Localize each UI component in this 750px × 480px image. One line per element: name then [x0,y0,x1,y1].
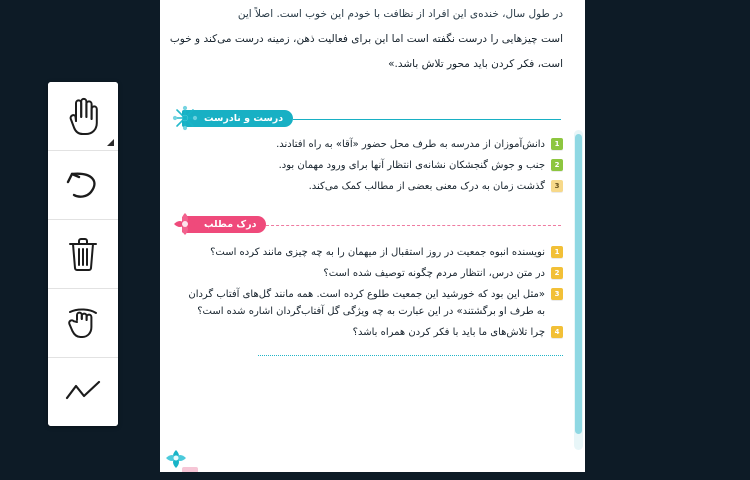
right-dark-backdrop [585,0,750,480]
list-item [182,244,563,261]
pink-flower-icon [170,209,200,239]
section-title-ribbon [182,110,293,127]
undo-arrow-icon [63,168,103,202]
section-rule [293,119,561,120]
hand-icon [65,95,101,137]
item-number: 3 [551,288,563,300]
hand-tool[interactable] [48,82,118,150]
page-vertical-scrollbar[interactable] [574,130,583,450]
trash-icon [66,235,100,273]
paragraph-line: در طول سال، خنده‌ی این افراد از نظافت با خودم این خوب است. اصلاً این [237,8,563,20]
list-item [182,265,563,282]
item-number: 1 [551,246,563,258]
comprehension-list [182,244,563,356]
dotted-answer-line [258,345,563,356]
item-text: «مثل این بود که خورشید این جمعیت طلوع کرده است. همه مانند گل‌های آفتاب گردان [188,289,545,300]
item-number: 2 [551,159,563,171]
paragraph-line: است چیزهایی را درست نگفته است اما این برای فعالیت ذهن، زمینه درست می‌کند و خوب [169,33,563,45]
item-text-continued: به طرف او برگشتند» در این عبارت به چه ویژگی گل آفتاب‌گردان اشاره شده است؟ [197,306,545,317]
scribble-line-icon [63,377,103,407]
undo-tool[interactable] [48,150,118,219]
paragraph-line: است، فکر کردن باید محور تلاش باشد.» [388,58,563,70]
list-item [182,136,563,153]
item-number: 2 [551,267,563,279]
bottom-dark-backdrop [0,472,750,480]
item-number: 3 [551,180,563,192]
item-text: گذشت زمان به درک معنی بعضی از مطالب کمک می‌کند. [308,181,545,192]
tools-panel [48,82,118,426]
eraser-hand-icon [64,304,102,342]
item-text-block [188,286,545,320]
section-comprehension [182,213,563,356]
item-text: نویسنده انبوه جمعیت در روز استقبال از میهمان را به چه چیزی مانند کرده است؟ [210,247,545,258]
document-page [160,0,585,480]
section-title: درست و نادرست [204,112,284,124]
item-text: دانش‌آموزان از مدرسه به طرف محل حضور «آقا» به راه افتادند. [276,139,545,150]
section-true-false [182,107,563,195]
pen-tool[interactable] [48,357,118,426]
list-item [182,286,563,320]
item-number: 4 [551,326,563,338]
item-number: 1 [551,138,563,150]
section-title-ribbon [182,216,266,233]
delete-tool[interactable] [48,219,118,288]
item-text: در متن درس، انتظار مردم چگونه توصیف شده است؟ [323,268,545,279]
item-text: چرا تلاش‌های ما باید با فکر کردن همراه باشد؟ [352,327,545,338]
section-title: درک مطلب [204,218,257,230]
snowflake-flower-icon [170,103,200,133]
item-text: جنب و جوش گنجشکان نشانه‌ی انتظار آنها برای ورود مهمان بود. [278,160,545,171]
scrollbar-thumb[interactable] [575,134,582,434]
list-item [182,157,563,174]
list-item [182,324,563,341]
true-false-list [182,136,563,195]
paragraph-top [169,0,563,77]
eraser-tool[interactable] [48,288,118,357]
section-rule [266,225,561,226]
tool-selected-corner-icon [107,139,114,146]
list-item [182,178,563,195]
